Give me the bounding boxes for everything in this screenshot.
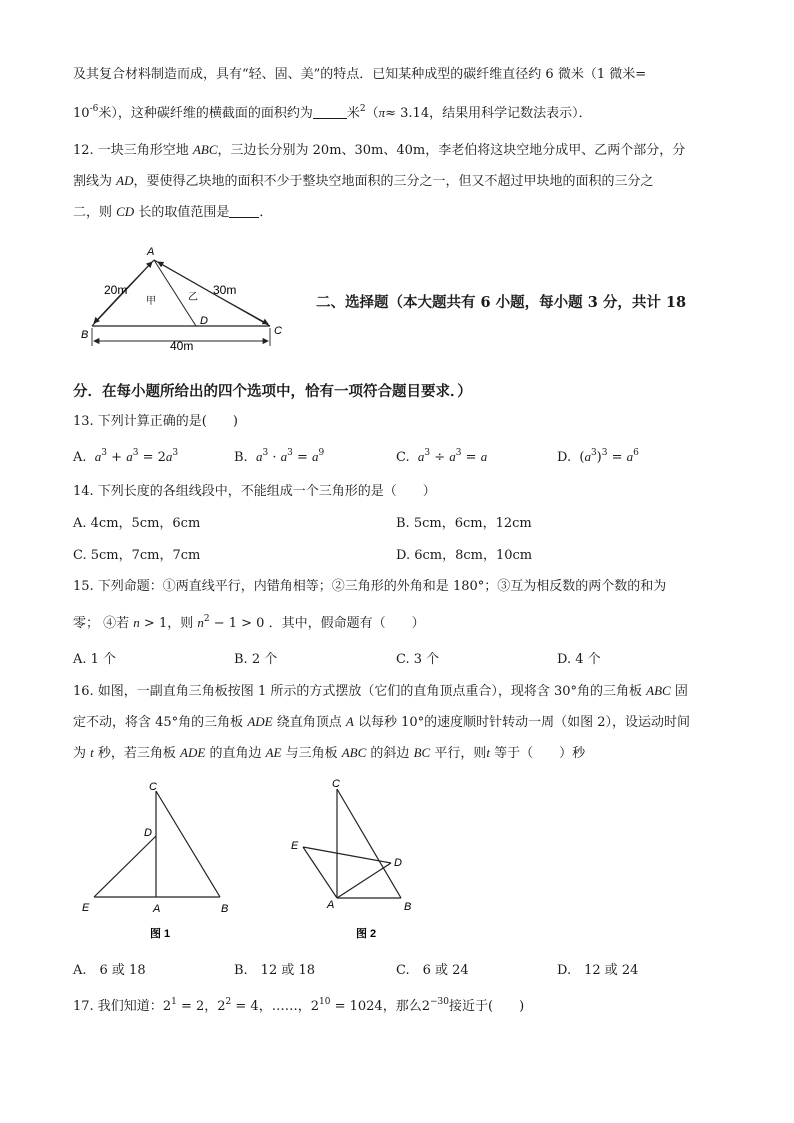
q14-option-b[interactable]: B. 5cm，6cm，12cm (396, 516, 532, 531)
q16-option-c[interactable]: C. 6 或 24 (396, 963, 469, 978)
fig2-label-D: D (394, 857, 402, 869)
length-AC: 30m (213, 283, 237, 297)
label-C: C (274, 325, 282, 337)
q15-option-d[interactable]: D. 4 个 (557, 652, 601, 667)
q14-stem: 14. 下列长度的各组线段中，不能组成一个三角形的是（ ） (73, 484, 436, 499)
q12-line2: 割线为 AD，要使得乙块地的面积不少于整块空地面积的三分之一，但又不超过甲块地的面积的三分之 (73, 173, 654, 189)
label-yi: 乙 (188, 292, 198, 303)
q14-option-d[interactable]: D. 6cm，8cm，10cm (396, 548, 533, 563)
q13-option-d[interactable]: D. $(a^3)^3 = a^6$ (557, 448, 639, 465)
fig1-caption: 图 1 (150, 928, 171, 940)
q11-line2: $10^{-6}$米），这种碳纤维的横截面的面积约为 米$^2$（π≈ 3.14，结果用科学记数法表示）． (73, 104, 592, 121)
fig1-label-D: D (144, 827, 152, 839)
answer-blank-q11[interactable] (313, 106, 347, 119)
label-jia: 甲 (146, 296, 156, 307)
q16-option-d[interactable]: D. 12 或 24 (557, 963, 639, 978)
q11-line1: 及其复合材料制造而成，具有“轻、固、美”的特点．已知某种成型的碳纤维直径约 6 微米（1 微米= (73, 67, 647, 82)
q16-figure-2 (286, 774, 426, 942)
fig1-label-C: C (149, 781, 157, 793)
arrow-AC-2 (212, 293, 268, 324)
q16-line2: 定不动，将含 45°角的三角板 ADE 绕直角顶点 A 以每秒 10°的速度顺时针转动一周（如图 2），设运动时间 (73, 714, 691, 730)
q15-option-b[interactable]: B. 2 个 (234, 652, 278, 667)
q12-line3: 二，则 CD 长的取值范围是 ． (73, 204, 273, 220)
q13-option-a[interactable]: A. $a^3 + a^3 = 2a^3$ (73, 448, 179, 465)
fig2-caption: 图 2 (356, 928, 377, 940)
fig2-label-A: A (327, 899, 335, 911)
q16-option-a[interactable]: A. 6 或 18 (73, 963, 146, 978)
q13-option-b[interactable]: B. $a^3 \cdot a^3 = a^9$ (234, 448, 325, 465)
q15-option-a[interactable]: A. 1 个 (73, 652, 117, 667)
q16-option-b[interactable]: B. 12 或 18 (234, 963, 316, 978)
q12-triangle-figure (78, 242, 293, 352)
length-BC: 40m (170, 339, 194, 352)
q14-option-a[interactable]: A. 4cm，5cm，6cm (73, 516, 201, 531)
q16-line3: 为 t 秒，若三角板 ADE 的直角边 AE 与三角板 ABC 的斜边 BC 平行，则t 等于（ ）秒 (73, 745, 586, 761)
fig1-label-A: A (153, 903, 161, 915)
q16-figure-1 (78, 776, 248, 944)
q13-option-c[interactable]: C. $a^3 \div a^3 = a$ (396, 448, 488, 465)
section-heading-line1: 二、选择题（本大题共有 6 小题，每小题 3 分，共计 18 (316, 294, 687, 311)
answer-blank-q12[interactable] (229, 205, 259, 218)
length-AB: 20m (104, 283, 128, 297)
fig2-label-B: B (404, 901, 412, 913)
q15-line2: 零； ④若 n > 1，则 $n^2 - 1 > 0$ ．其中，假命题有（ ） (73, 614, 425, 631)
section-heading-line2: 分．在每小题所给出的四个选项中，恰有一项符合题目要求．） (73, 383, 472, 400)
fig1-label-E: E (82, 902, 90, 914)
q12-line1: 12. 一块三角形空地 ABC，三边长分别为 20m、30m、40m，李老伯将这块空地分成甲、乙两个部分，分 (73, 142, 686, 158)
q17-stem: 17. 我们知道：$2^1 = 2$，$2^2 = 4$，……，$2^{10} = 1024$，那么$2^{-30}$接近于( ) (73, 997, 525, 1014)
fig2-label-E: E (291, 840, 299, 852)
label-B: B (81, 329, 89, 341)
label-A: A (147, 246, 155, 258)
q13-stem: 13. 下列计算正确的是( ) (73, 414, 238, 429)
arrow-AC-1 (158, 262, 212, 293)
q15-option-c[interactable]: C. 3 个 (396, 652, 440, 667)
q15-line1: 15. 下列命题：①两直线平行，内错角相等；②三角形的外角和是 180°；③互为相反数的两个数的和为 (73, 579, 667, 594)
q14-option-c[interactable]: C. 5cm，7cm，7cm (73, 548, 201, 563)
q16-line1: 16. 如图，一副直角三角板按图 1 所示的方式摆放（它们的直角顶点重合），现将含 30°角的三角板 ABC 固 (73, 683, 688, 699)
fig2-label-C: C (332, 778, 340, 790)
fig1-label-B: B (221, 903, 229, 915)
label-D: D (200, 315, 208, 327)
arrow-AB-2 (123, 262, 152, 292)
